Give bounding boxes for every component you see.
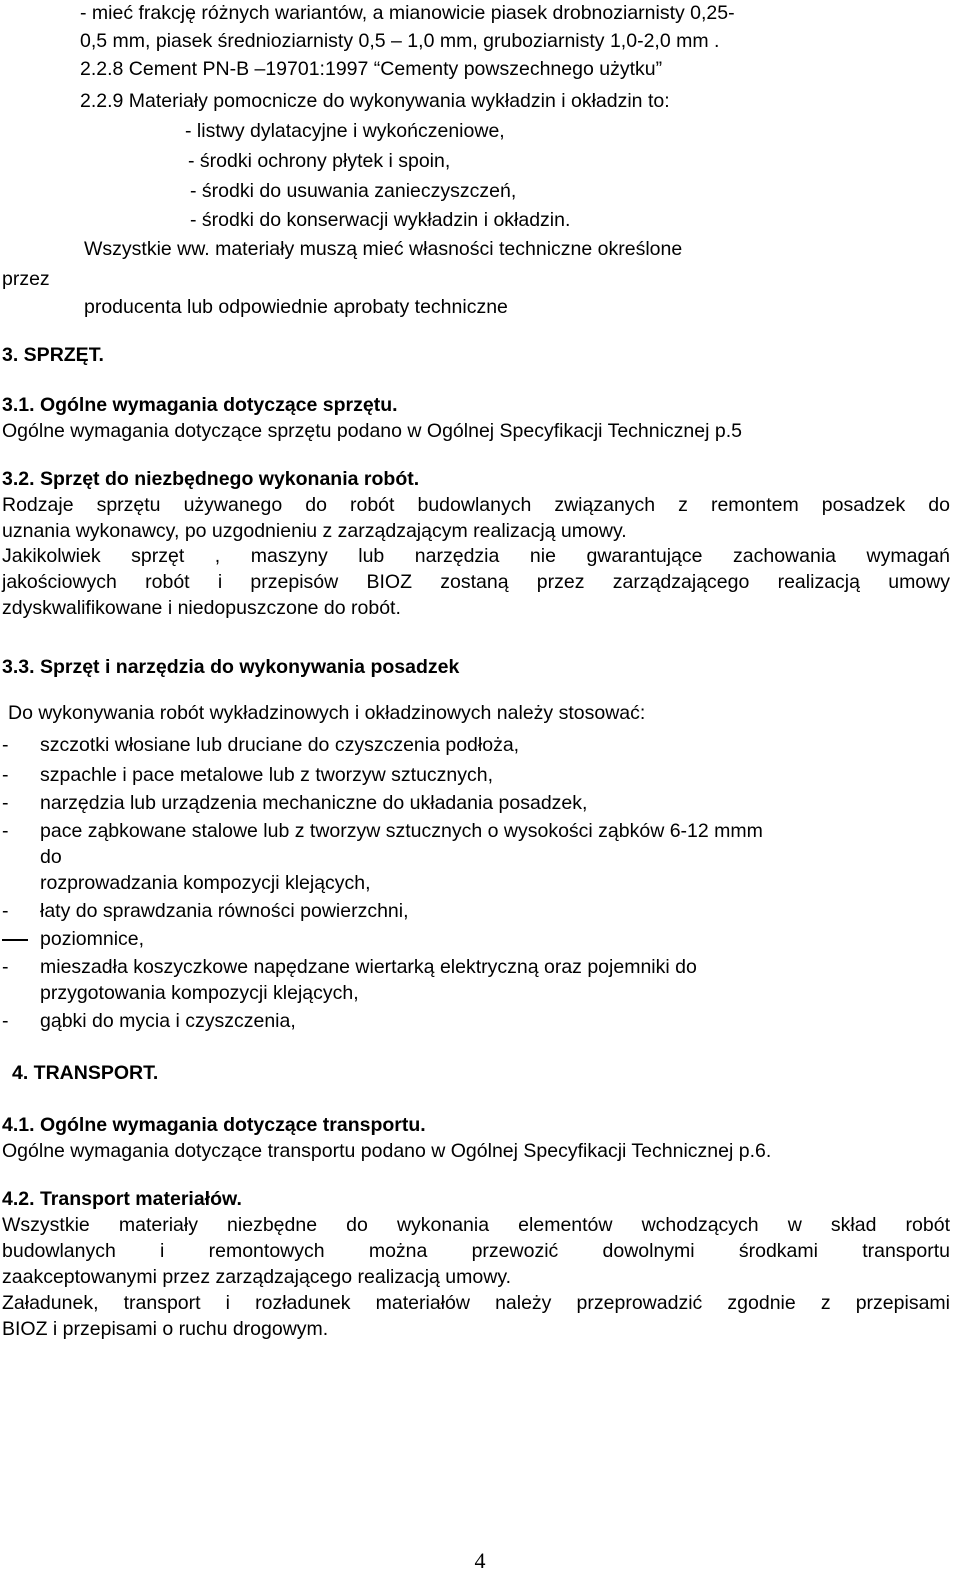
section-3-1-text: Ogólne wymagania dotyczące sprzętu podano w Ogólnej Specyfikacji Technicznej p.5 — [2, 420, 742, 442]
section-3-heading: 3. SPRZĘT. — [2, 344, 104, 366]
section-3-2-paragraph-2 — [2, 543, 950, 621]
tool-list-item: szczotki włosiane lub druciane do czyszczenia podłoża, — [40, 734, 520, 756]
materials-note-line-2: producenta lub odpowiednie aprobaty techniczne — [84, 296, 508, 318]
tool-list-item: poziomnice, — [40, 928, 145, 950]
aux-item: - środki do konserwacji wykładzin i okładzin. — [190, 209, 571, 231]
list-bullet-dash: - — [2, 900, 9, 922]
tool-list-item: narzędzia lub urządzenia mechaniczne do układania posadzek, — [40, 792, 588, 814]
paragraph-line: zaakceptowanymi przez zarządzającego realizacją umowy. — [2, 1266, 512, 1288]
fraction-line-1: - mieć frakcję różnych wariantów, a mianowicie piasek drobnoziarnisty 0,25- — [80, 2, 735, 24]
tool-list-item: łaty do sprawdzania równości powierzchni, — [40, 900, 409, 922]
paragraph-line: zdyskwalifikowane i niedopuszczone do robót. — [2, 597, 401, 619]
list-bullet-long-dash — [2, 939, 28, 941]
paragraph-line: uznania wykonawcy, po uzgodnieniu z zarządzającym realizacją umowy. — [2, 520, 627, 542]
aux-materials-heading: 2.2.9 Materiały pomocnicze do wykonywania wykładzin i okładzin to: — [80, 90, 670, 112]
materials-note-line-1: Wszystkie ww. materiały muszą mieć własności techniczne określone — [84, 238, 683, 260]
paragraph-line: Rodzaje sprzętu używanego do robót budowlanych związanych z remontem posadzek do — [2, 494, 950, 516]
paragraph-line: BIOZ i przepisami o ruchu drogowym. — [2, 1318, 329, 1340]
list-bullet-dash: - — [2, 820, 9, 842]
tool-list-item-continuation: przygotowania kompozycji klejących, — [40, 982, 359, 1004]
section-3-2-heading: 3.2. Sprzęt do niezbędnego wykonania robót. — [2, 468, 420, 490]
paragraph-line: Załadunek, transport i rozładunek materiałów należy przeprowadzić zgodnie z przepisami — [2, 1292, 950, 1314]
paragraph-line: jakościowych robót i przepisów BIOZ zostaną przez zarządzającego realizacją umowy — [2, 571, 950, 593]
aux-item: - środki ochrony płytek i spoin, — [188, 150, 451, 172]
aux-item: - środki do usuwania zanieczyszczeń, — [190, 180, 517, 202]
tool-list-item-continuation: do — [40, 846, 62, 868]
section-4-1-heading: 4.1. Ogólne wymagania dotyczące transportu. — [2, 1114, 426, 1136]
section-4-heading: 4. TRANSPORT. — [12, 1062, 159, 1084]
cement-line: 2.2.8 Cement PN-B –19701:1997 “Cementy powszechnego użytku” — [80, 58, 663, 80]
tool-list-item-continuation: rozprowadzania kompozycji klejących, — [40, 872, 371, 894]
section-3-3-heading: 3.3. Sprzęt i narzędzia do wykonywania posadzek — [2, 656, 460, 678]
section-4-2-heading: 4.2. Transport materiałów. — [2, 1188, 242, 1210]
tool-list-item: gąbki do mycia i czyszczenia, — [40, 1010, 296, 1032]
aux-item: - listwy dylatacyjne i wykończeniowe, — [185, 120, 505, 142]
list-bullet-dash: - — [2, 1010, 9, 1032]
list-bullet-dash: - — [2, 734, 9, 756]
section-3-3-intro: Do wykonywania robót wykładzinowych i okładzinowych należy stosować: — [8, 702, 646, 724]
paragraph-line: budowlanych i remontowych można przewozić dowolnymi środkami transportu — [2, 1240, 950, 1262]
section-3-2-paragraph-1 — [2, 492, 950, 544]
tool-list-item: mieszadła koszyczkowe napędzane wiertarką elektryczną oraz pojemniki do — [40, 956, 697, 978]
page-number: 4 — [474, 1548, 486, 1573]
tool-list-item: pace ząbkowane stalowe lub z tworzyw sztucznych o wysokości ząbków 6-12 mmm — [40, 820, 763, 842]
section-4-2-paragraph-2 — [2, 1290, 950, 1342]
section-3-1-heading: 3.1. Ogólne wymagania dotyczące sprzętu. — [2, 394, 398, 416]
list-bullet-dash: - — [2, 956, 9, 978]
list-bullet-dash: - — [2, 792, 9, 814]
paragraph-line: Wszystkie materiały niezbędne do wykonania elementów wchodzących w skład robót — [2, 1214, 950, 1236]
fraction-line-2: 0,5 mm, piasek średnioziarnisty 0,5 – 1,0 mm, gruboziarnisty 1,0-2,0 mm . — [80, 30, 720, 52]
materials-note-przez: przez — [2, 268, 50, 290]
section-4-1-text: Ogólne wymagania dotyczące transportu podano w Ogólnej Specyfikacji Technicznej p.6. — [2, 1140, 772, 1162]
paragraph-line: Jakikolwiek sprzęt , maszyny lub narzędzia nie gwarantujące zachowania wymagań — [2, 545, 950, 567]
section-4-2-paragraph-1 — [2, 1212, 950, 1290]
list-bullet-dash: - — [2, 764, 9, 786]
tool-list-item: szpachle i pace metalowe lub z tworzyw sztucznych, — [40, 764, 494, 786]
